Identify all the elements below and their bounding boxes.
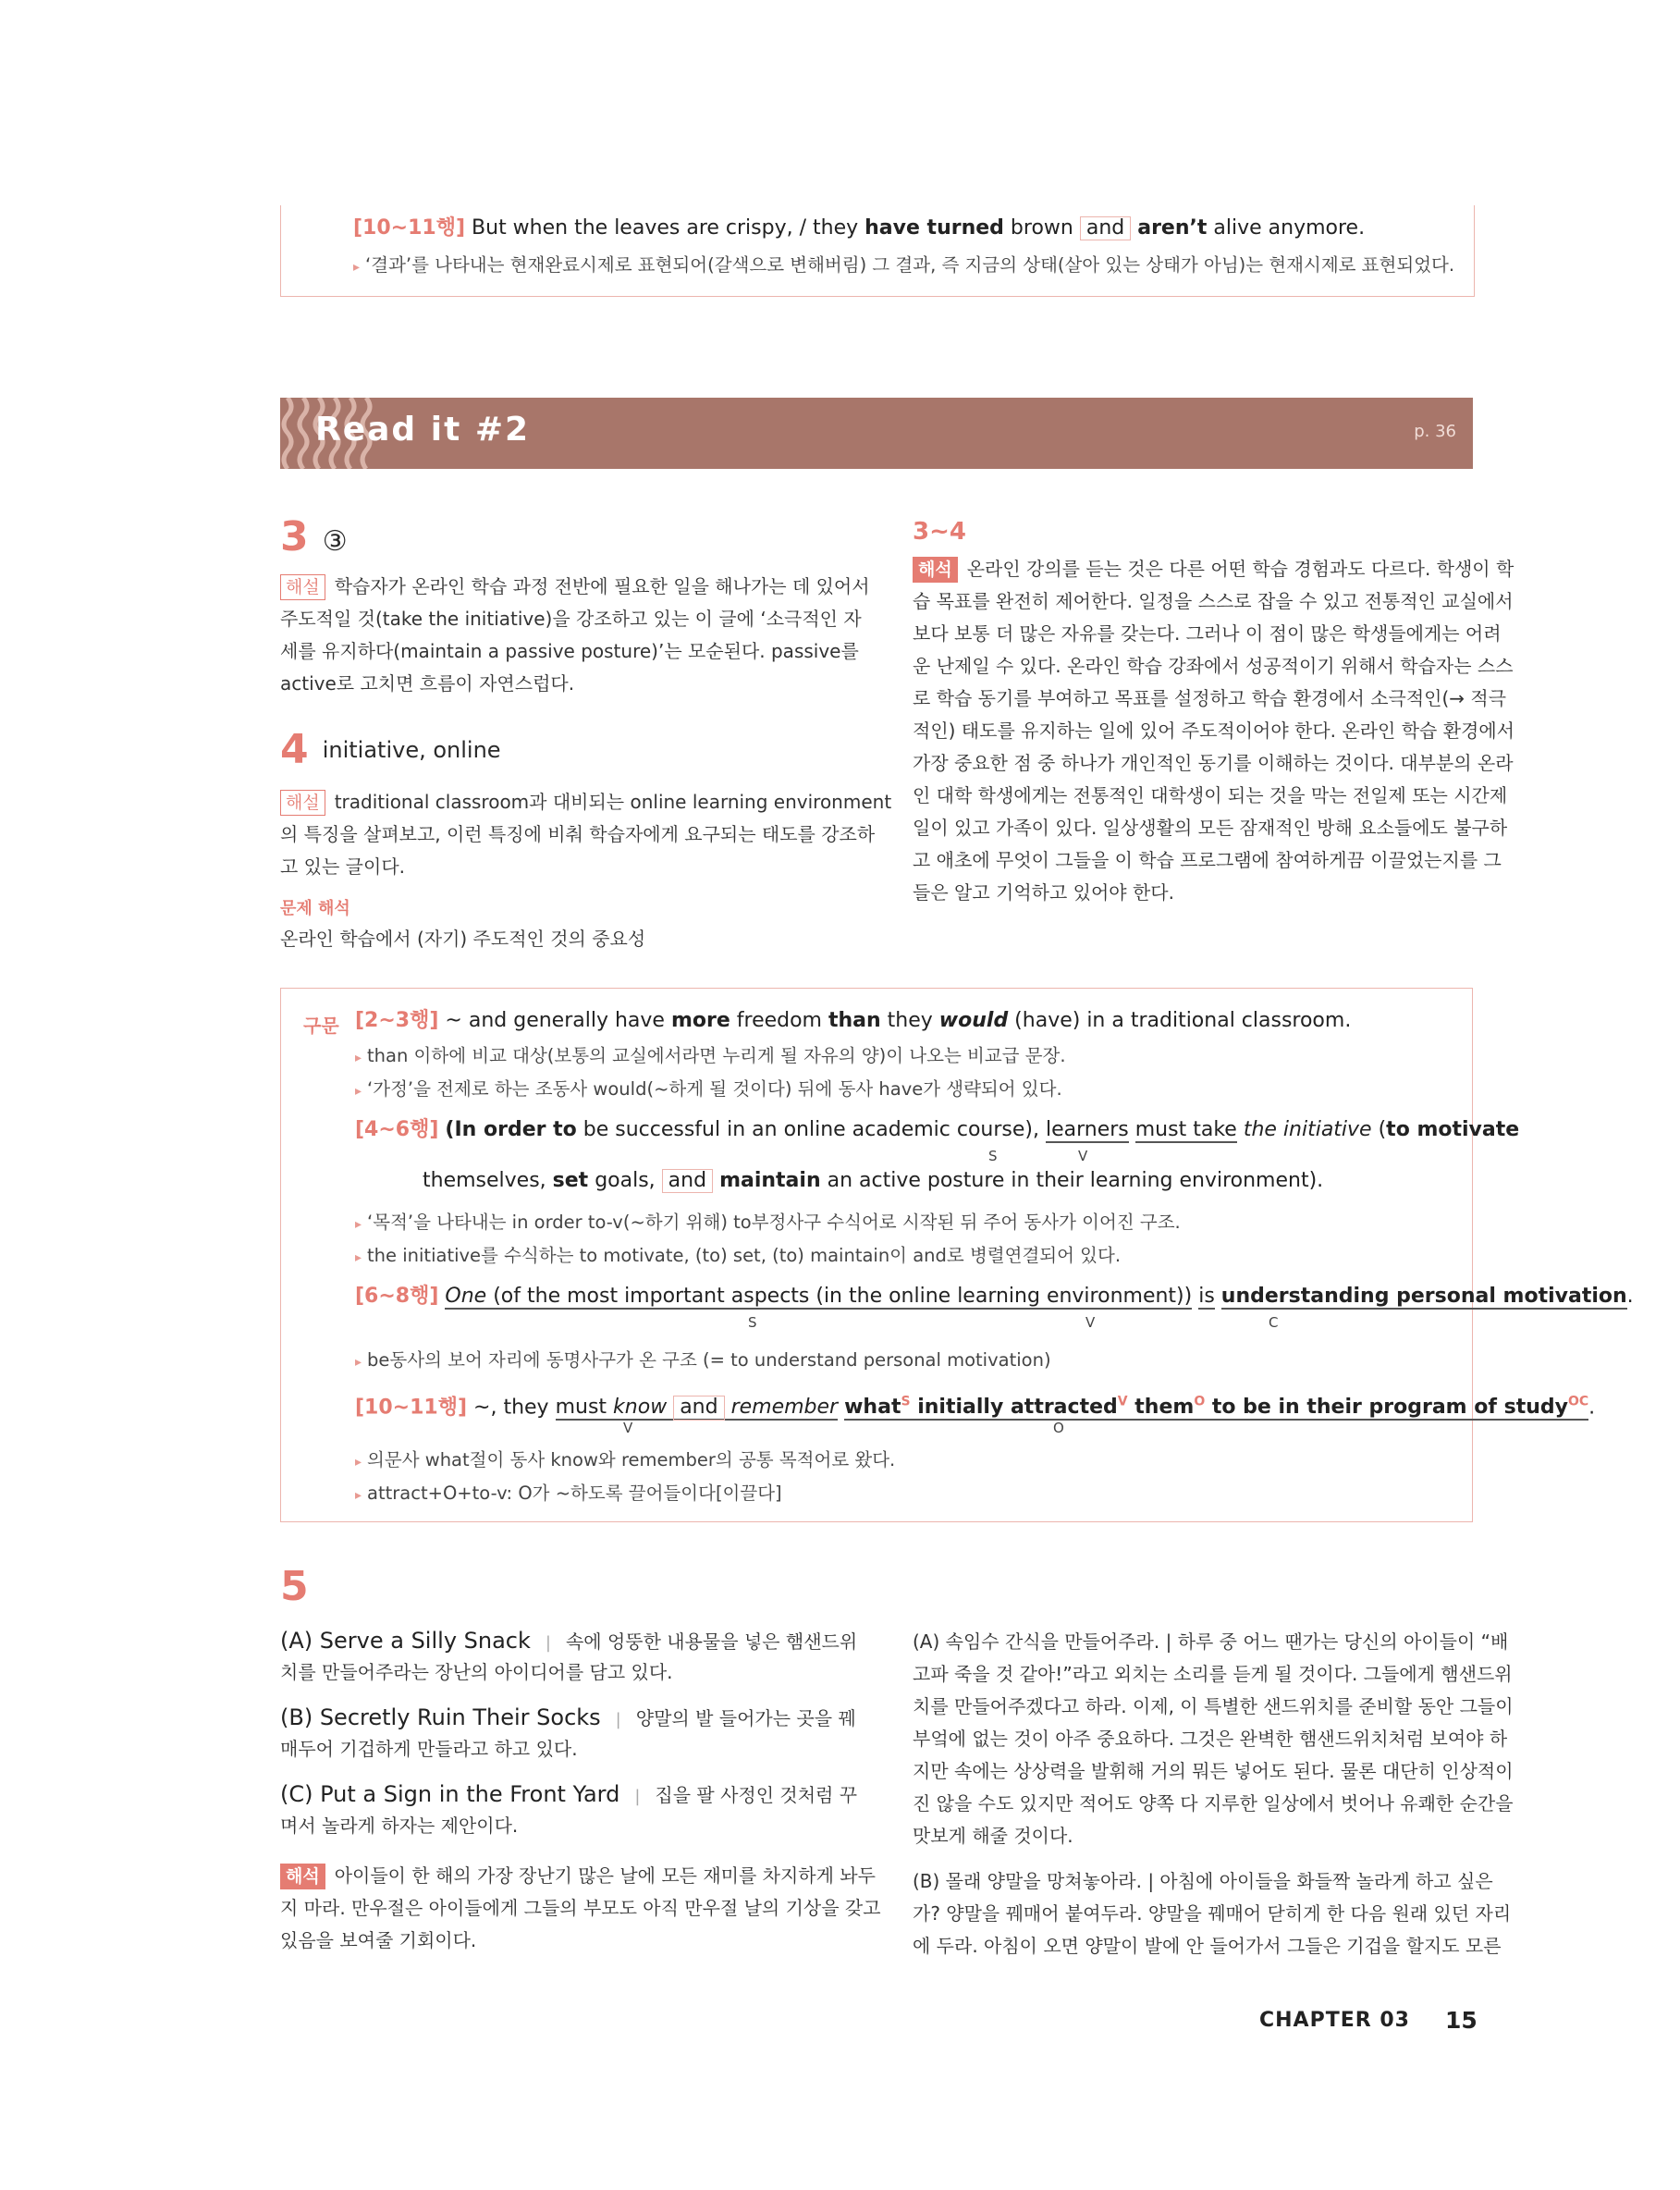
- triangle-bullet-icon: ▸: [355, 1084, 362, 1099]
- q4-heading: [280, 726, 501, 773]
- q5-item: [280, 1779, 858, 1839]
- q5-item: [280, 1626, 858, 1686]
- translation-tag: 해석: [280, 1864, 325, 1889]
- text-line: 진 않을 수도 있지만 적어도 양쪽 다 지루한 일상에서 벗어나 유쾌한 순간을: [913, 1792, 1514, 1815]
- line-code: [10~11행]: [355, 1396, 468, 1420]
- note-text: 의문사 what절이 동사 know와 remember의 공통 목적어로 왔다.: [367, 1449, 896, 1470]
- text-fragment: be successful in an online academic course),: [576, 1118, 1046, 1141]
- text-line: 맛보게 해줄 것이다.: [913, 1825, 1073, 1847]
- question-answer: initiative, online: [322, 737, 501, 763]
- text-line: 일이 있고 가족이 있다. 일상생활의 모든 잠재적인 방해 요소들에도 불구하: [913, 817, 1508, 839]
- q34-heading: 3~4: [913, 518, 966, 546]
- text-line: 운 난제일 수 있다. 온라인 학습 강좌에서 성공적이기 위해서 학습자는 스스: [913, 655, 1514, 677]
- text-line: 가장 중요한 점 중 하나가 개인적인 동기를 이해하는 것이다. 대부분의 온라: [913, 752, 1514, 774]
- q34-translation: [913, 553, 1514, 909]
- text-fragment: must: [555, 1396, 614, 1420]
- q5-items: [280, 1626, 881, 1957]
- text-fragment: [1129, 1118, 1135, 1141]
- note-text: than 이하에 비교 대상(보통의 교실에서라면 누리게 될 자유의 양)이 나오는 비교급 문장.: [367, 1045, 1066, 1066]
- text-fragment: freedom: [730, 1009, 828, 1032]
- text-fragment: than: [828, 1009, 881, 1032]
- text-fragment: [1215, 1285, 1221, 1308]
- text-fragment: maintain: [719, 1169, 821, 1192]
- grammar-superscript: S: [901, 1395, 911, 1409]
- translation-tag: 해석: [913, 557, 958, 583]
- footer-chapter: CHAPTER 03: [1259, 2009, 1410, 2032]
- syntax-note: [355, 1042, 1066, 1072]
- syntax-sentence-4: [355, 1388, 1595, 1421]
- verb-underline: is: [1198, 1285, 1215, 1308]
- text-line: 가? 양말을 꿰매어 붙여두라. 양말을 꿰매어 닫히게 한 다음 원래 있던 자리: [913, 1902, 1512, 1925]
- subject-underline: One: [445, 1285, 487, 1308]
- text-fragment: themselves,: [423, 1169, 553, 1192]
- subject-underline: (of the most important aspects (in the online learning environment)): [486, 1285, 1193, 1308]
- text-line: 고파 죽을 것 같아!”라고 외치는 소리를 듣게 될 것이다. 그들에게 햄샌드위: [913, 1663, 1513, 1685]
- text-fragment: remember: [730, 1396, 839, 1420]
- text-line: active로 고치면 흐름이 자연스럽다.: [280, 672, 575, 695]
- item-desc: 치를 만들어주라는 장난의 아이디어를 담고 있다.: [280, 1661, 673, 1683]
- banner-title: Read it #2: [315, 411, 531, 449]
- grammar-label: V: [1085, 1314, 1096, 1331]
- text-fragment: (have) in a traditional classroom.: [1008, 1009, 1352, 1032]
- divider: |: [545, 1633, 551, 1653]
- syntax-sentence-2: [355, 1116, 1519, 1144]
- question-number: 4: [280, 726, 309, 773]
- text-fragment: what: [844, 1396, 901, 1420]
- text-fragment: [713, 1169, 719, 1192]
- text-line: 세를 유지하다(maintain a passive posture)’는 모순된다. passive를: [280, 640, 859, 662]
- question-answer: ③: [322, 525, 348, 558]
- text-line: 습 목표를 완전히 제어한다. 일정을 스스로 잡을 수 있고 전통적인 교실에서: [913, 590, 1514, 612]
- syntax-note: [355, 1480, 782, 1509]
- note-text: the initiative를 수식하는 to motivate, (to) set, (to) maintain이 and로 병렬연결되어 있다.: [367, 1245, 1122, 1266]
- text-line: (B) 몰래 양말을 망쳐놓아라. | 아침에 아이들을 화들짝 놀라게 하고 싶은: [913, 1870, 1493, 1892]
- text-fragment: to motivate: [1386, 1118, 1520, 1141]
- text-line: 의 특징을 살펴보고, 이런 특징에 비춰 학습자에게 요구되는 태도를 강조하: [280, 823, 876, 845]
- complement-underline: understanding personal motivation: [1220, 1285, 1627, 1308]
- top-note-box: [280, 205, 1475, 297]
- text-line: 부엌에 없는 것이 아주 중요하다. 그것은 완벽한 햄샌드위치처럼 보여야 하: [913, 1728, 1508, 1750]
- item-desc: 매두어 기겁하게 만들라고 하고 있다.: [280, 1738, 578, 1760]
- text-line: 주도적일 것(take the initiative)을 강조하고 있는 이 글에 ‘소극적인 자: [280, 608, 862, 630]
- problem-translation-text: 온라인 학습에서 (자기) 주도적인 것의 중요성: [280, 928, 646, 950]
- section-banner: [280, 398, 1473, 469]
- text-fragment: .: [1588, 1396, 1596, 1420]
- text-fragment: the initiative: [1243, 1118, 1372, 1141]
- text-fragment: goals,: [588, 1169, 662, 1192]
- verb-underline: [556, 1396, 839, 1421]
- object-clause-underline: [844, 1396, 1588, 1421]
- text-fragment: [1237, 1118, 1244, 1141]
- text-fragment: (: [1371, 1118, 1387, 1141]
- divider: |: [615, 1710, 621, 1729]
- explanation-tag: 해설: [280, 574, 325, 600]
- grammar-label: O: [1053, 1420, 1064, 1436]
- q3-heading: [280, 513, 348, 560]
- text-fragment: But when the leaves are crispy, / they: [472, 216, 865, 240]
- conjunction-box: and: [662, 1169, 713, 1193]
- text-line: 에 두라. 아침이 오면 양말이 발에 안 들어가서 그들은 기겁을 할지도 모른: [913, 1935, 1502, 1957]
- grammar-label: V: [1078, 1148, 1088, 1164]
- text-fragment: would: [938, 1009, 1009, 1032]
- syntax-note: [355, 1076, 1062, 1105]
- text-fragment: initially attracted: [910, 1396, 1118, 1420]
- question-number: 3: [280, 513, 309, 560]
- q5-right-translation: [913, 1626, 1514, 1962]
- divider: |: [634, 1787, 641, 1806]
- item-title: (C) Put a Sign in the Front Yard: [280, 1781, 620, 1807]
- text-fragment: set: [552, 1169, 589, 1192]
- item-title: (A) Serve a Silly Snack: [280, 1628, 531, 1654]
- text-fragment: an active posture in their learning environment).: [820, 1169, 1324, 1192]
- item-desc: 며서 놀라게 하자는 제안이다.: [280, 1815, 519, 1837]
- text-line: 온라인 강의를 듣는 것은 다른 어떤 학습 경험과도 다르다. 학생이 학: [966, 558, 1514, 580]
- q5-item: [280, 1703, 856, 1763]
- grammar-label: S: [748, 1314, 757, 1331]
- line-code: [4~6행]: [355, 1118, 439, 1141]
- text-line: 고 있는 글이다.: [280, 855, 405, 878]
- text-fragment: know: [613, 1396, 668, 1420]
- text-line: 있음을 보여줄 기회이다.: [280, 1929, 477, 1951]
- text-fragment: alive anymore.: [1207, 216, 1366, 240]
- triangle-bullet-icon: ▸: [353, 260, 361, 275]
- text-fragment: they: [880, 1009, 939, 1032]
- q3-explanation: [280, 571, 870, 700]
- text-line: 지만 속에는 상상력을 발휘해 거의 뭐든 넣어도 된다. 물론 대단히 인상적이: [913, 1760, 1514, 1782]
- text-line: 보다 보통 더 많은 자유를 갖는다. 그러나 이 점이 많은 학생들에게는 어려: [913, 622, 1502, 645]
- grammar-superscript: O: [1194, 1395, 1206, 1409]
- text-fragment: them: [1134, 1396, 1195, 1420]
- q4-explanation: [280, 786, 892, 883]
- text-fragment: to be in their program of study: [1211, 1396, 1568, 1420]
- triangle-bullet-icon: ▸: [355, 1455, 362, 1470]
- grammar-label: V: [623, 1420, 633, 1436]
- syntax-note: [355, 1446, 895, 1476]
- explanation-tag: 해설: [280, 790, 325, 816]
- line-code: [2~3행]: [355, 1009, 439, 1032]
- verb-highlight: have turned: [865, 216, 1004, 240]
- conjunction-box: and: [1080, 216, 1131, 240]
- text-fragment: .: [1626, 1285, 1634, 1308]
- syntax-box: [280, 988, 1634, 1522]
- question-number: 5: [280, 1563, 309, 1610]
- syntax-label: 구문: [303, 1015, 339, 1037]
- text-fragment: more: [670, 1009, 730, 1032]
- verb-highlight: aren’t: [1137, 216, 1208, 240]
- syntax-sentence-1: [355, 1007, 1351, 1035]
- conjunction-box: and: [673, 1396, 724, 1420]
- syntax-note: [355, 1209, 1181, 1238]
- text-line: 인 대학 학생에게는 전통적인 대학생이 되는 것을 막는 전일제 또는 시간제: [913, 784, 1508, 806]
- item-desc: 집을 팔 사정인 것처럼 꾸: [655, 1784, 858, 1806]
- note-text: ‘목적’을 나타내는 in order to-v(~하기 위해) to부정사구 수식어로 시작된 뒤 주어 동사가 이어진 구조.: [367, 1212, 1181, 1233]
- verb-underline: must take: [1134, 1118, 1237, 1141]
- syntax-note: [355, 1347, 1051, 1376]
- text-line: (A) 속임수 간식을 만들어주라. | 하루 중 어느 땐가는 당신의 아이들이 “배: [913, 1630, 1509, 1653]
- problem-translation-heading: 문제 해석: [280, 899, 350, 918]
- q5-translation: [280, 1860, 881, 1957]
- text-line: 치를 만들어주겠다고 하라. 이제, 이 특별한 샌드위치를 준비할 동안 그들이: [913, 1695, 1514, 1717]
- triangle-bullet-icon: ▸: [355, 1250, 362, 1265]
- note-text: ‘결과’를 나타내는 현재완료시제로 표현되어(갈색으로 변해버림) 그 결과, 즉 지금의 상태(살아 있는 상태가 아님)는 현재시제로 표현되었다.: [365, 254, 1455, 276]
- line-code: [6~8행]: [355, 1285, 439, 1308]
- grammar-label: C: [1269, 1314, 1279, 1331]
- banner-page-ref: p. 36: [1414, 422, 1456, 441]
- syntax-sentence-2-cont: [423, 1167, 1323, 1195]
- syntax-note: [355, 1242, 1121, 1272]
- syntax-sentence-3: [355, 1283, 1634, 1310]
- triangle-bullet-icon: ▸: [355, 1217, 362, 1232]
- item-desc: 양말의 발 들어가는 곳을 꿰: [635, 1707, 856, 1729]
- text-line: 학습자가 온라인 학습 과정 전반에 필요한 일을 해나가는 데 있어서: [334, 575, 870, 597]
- text-fragment: (In order to: [445, 1118, 577, 1141]
- text-fragment: ~, they: [473, 1396, 556, 1420]
- text-line: 들은 알고 기억하고 있어야 한다.: [913, 881, 1174, 904]
- text-line: 지 마라. 만우절은 아이들에게 그들의 부모도 아직 만우절 날의 기상을 갖고: [280, 1897, 881, 1919]
- triangle-bullet-icon: ▸: [355, 1488, 362, 1503]
- subject-underline: learners: [1045, 1118, 1129, 1141]
- text-line: 적인) 태도를 유지하는 일에 있어 주도적이어야 한다. 온라인 학습 환경에서: [913, 720, 1514, 742]
- note-text: be동사의 보어 자리에 동명사구가 온 구조 (= to understand personal motivation): [367, 1349, 1051, 1371]
- text-line: 아이들이 한 해의 가장 장난기 많은 날에 모든 재미를 차지하게 놔두: [334, 1864, 876, 1887]
- footer-page-number: 15: [1445, 2007, 1478, 2034]
- text-line: 고 애초에 무엇이 그들을 이 학습 프로그램에 참여하게끔 이끌었는지를 그: [913, 849, 1502, 871]
- triangle-bullet-icon: ▸: [355, 1355, 362, 1370]
- grammar-label: S: [988, 1148, 998, 1164]
- grammar-superscript: V: [1117, 1395, 1128, 1409]
- top-note: [353, 252, 1454, 281]
- text-line: 로 학습 동기를 부여하고 목표를 설정하고 학습 환경에서 소극적인(→ 적극: [913, 687, 1507, 709]
- item-title: (B) Secretly Ruin Their Socks: [280, 1704, 601, 1730]
- triangle-bullet-icon: ▸: [355, 1051, 362, 1065]
- note-text: ‘가정’을 전제로 하는 조동사 would(~하게 될 것이다) 뒤에 동사 have가 생략되어 있다.: [367, 1078, 1062, 1100]
- text-fragment: brown: [1003, 216, 1080, 240]
- grammar-superscript: OC: [1567, 1395, 1589, 1409]
- text-fragment: ~ and generally have: [445, 1009, 671, 1032]
- top-sentence: [353, 215, 1365, 242]
- line-code: [10~11행]: [353, 216, 466, 240]
- text-line: traditional classroom과 대비되는 online learning environment: [334, 791, 892, 813]
- item-desc: 속에 엉뚱한 내용물을 넣은 햄샌드위: [565, 1630, 858, 1653]
- note-text: attract+O+to-v: O가 ~하도록 끌어들이다[이끌다]: [367, 1483, 782, 1504]
